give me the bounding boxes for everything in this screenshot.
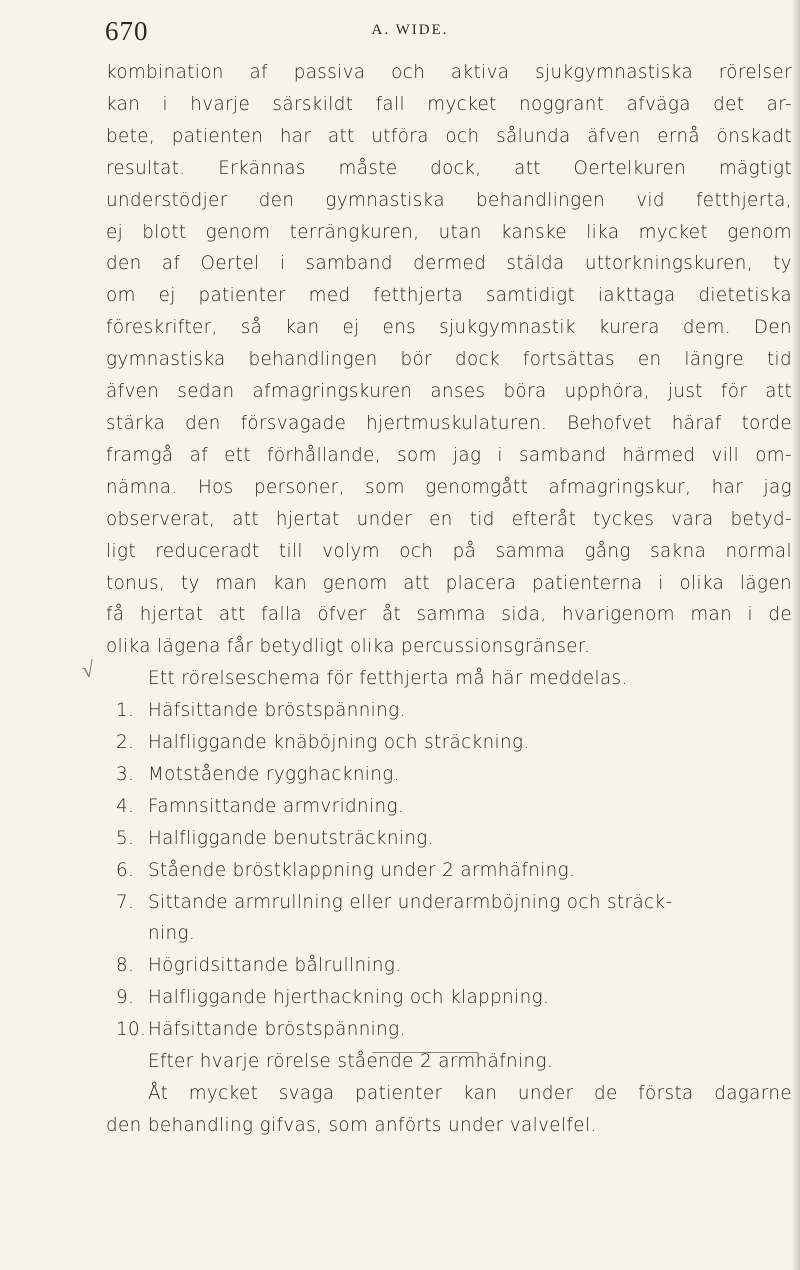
item-number: 5. [116,827,135,849]
item-number: 1. [116,700,135,722]
page-number: 670 [105,16,149,46]
after-note: Efter hvarje rörelse stående 2 armhäfning. [148,1051,554,1073]
text-line: stärka den försvagade hjertmuskulaturen. Behofvet häraf torde [106,412,792,434]
text-line: den behandling gifvas, som anförts under valvelfel. [106,1114,597,1136]
text-line: den af Oertel i samband dermed stälda uttorkningskuren, ty [106,253,792,275]
schema-intro: Ett rörelseschema för fetthjerta må här meddelas. [148,668,628,690]
item-number: 3. [116,763,135,785]
text-line: gymnastiska behandlingen bör dock fortsättas en längre tid [106,349,792,371]
text-line: understödjer den gymnastiska behandlingen vid fetthjerta, [106,189,792,211]
text-line: ligt reduceradt till volym och på samma gång sakna normal [106,540,792,562]
list-item-continuation: ning. [148,923,196,945]
item-number: 7. [116,891,135,913]
list-item [106,982,792,1014]
item-number: 8. [116,955,135,977]
item-number: 2. [116,732,135,754]
list-item [106,759,792,791]
item-number: 9. [116,987,135,1009]
text-line: nämna. Hos personer, som genomgått afmagringskur, har jag [106,476,792,498]
running-head: A. WIDE. [371,22,449,38]
page-header [105,16,715,56]
text-line: bete, patienten har att utföra och sålunda äfven ernå önskadt [106,125,792,147]
text-line: få hjertat att falla öfver åt samma sida, hvarigenom man i de [106,604,792,626]
item-text: Halfliggande benutsträckning. [148,827,434,849]
item-number: 6. [116,859,135,881]
body-text [106,57,792,1142]
list-item [106,727,792,759]
text-line: Åt mycket svaga patienter kan under de första dagarne [148,1083,792,1104]
text-line: tonus, ty man kan genom att placera patienterna i olika lägen [106,572,792,594]
item-text: Halfliggande hjerthackning och klappning. [148,987,550,1009]
item-text: Famnsittande armvridning. [148,795,405,817]
item-text: Motstående rygghackning. [148,763,400,785]
item-text: Sittande armrullning eller underarmböjning och sträck- [148,891,673,913]
item-text: Halfliggande knäböjning och sträckning. [148,732,530,754]
text-line: olika lägena får betydligt olika percussionsgränser. [106,636,591,658]
item-number: 10. [116,1019,147,1041]
margin-pencil-mark: √ [80,656,96,683]
item-text: Häfsittande bröstspänning. [148,1019,406,1041]
text-line: föreskrifter, så kan ej ens sjukgymnastik kurera dem. Den [106,317,792,339]
list-item [106,855,792,887]
text-line: observerat, att hjertat under en tid efteråt tyckes vara betyd- [106,508,792,530]
list-item [106,887,792,919]
text-line: framgå af ett förhållande, som jag i samband härmed vill om- [106,444,792,466]
list-item [106,1014,792,1046]
text-line: äfven sedan afmagringskuren anses böra upphöra, just för att [106,381,792,403]
item-text: Högridsittande bålrullning. [148,955,402,977]
text-line: resultat. Erkännas måste dock, att Oertelkuren mägtigt [106,157,792,179]
item-text: Häfsittande bröstspänning. [148,700,406,722]
list-item [106,823,792,855]
text-line: om ej patienter med fetthjerta samtidigt iakttaga dietetiska [106,285,792,307]
list-item [106,695,792,727]
section-divider [372,1052,478,1053]
item-number: 4. [116,795,135,817]
text-line: kan i hvarje särskildt fall mycket noggrant afväga det ar- [106,93,792,115]
closing-paragraph [106,1078,792,1142]
exercise-list [106,695,792,1046]
page-edge-shadow [792,0,800,1270]
item-text: Stående bröstklappning under 2 armhäfning. [148,859,576,881]
text-line: kombination af passiva och aktiva sjukgymnastiska rörelser [106,62,792,83]
list-item [106,950,792,982]
list-item [106,791,792,823]
paragraph-continued [106,57,792,663]
text-line: ej blott genom terrängkuren, utan kanske lika mycket genom [106,221,792,243]
